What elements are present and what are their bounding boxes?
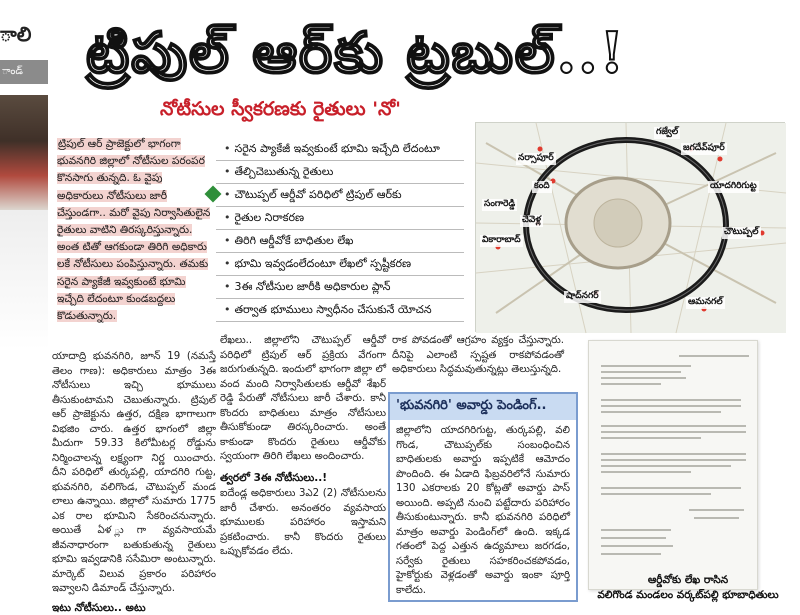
intro-text: ట్రిపుల్ ఆర్ ప్రాజెక్టులో భాగంగా భువనగిరి జిల్లాలో నోటీసుల పరంపర కొనసాగు తున్నది. ఓ వైపు అధికారులు నోటీసులు జారీ చేస్తుండగా.. మరో వైపు నిర్వాసితులైన రైతులు వాటిని తిరస్కరిస్తున్నారు. అంత టితో ఆగకుండా తిరిగి అధికారు లకే నోటీసులు పంపిస్తున్నారు. తమకు సరైన ప్యాకేజీ ఇవ్వకుంటే భూమి ఇచ్చేది లేదంటూ కుండబద్దలు కొడుతున్నారు. — [57, 136, 211, 325]
ring-road-map — [475, 122, 785, 332]
column-3-text: రాక పోవడంతో ఆగ్రహం వ్యక్తం చేస్తున్నారు. దీనిపై ఎలాంటి స్పష్టత రాకపోవడంతో అధికారులు సిద్ధమవుతున్నట్లు తెలుస్తున్నది. — [392, 334, 564, 378]
subheadline: నోటీసుల స్వీకరణకు రైతులు 'నో' — [160, 98, 401, 125]
article-column-3 — [392, 334, 564, 394]
bullet-item: • భూమి ఇవ్వడంలేదంటూ లేఖలో స్పష్టీకరణ — [216, 253, 464, 276]
bullet-item: • రైతుల నిరాకరణ — [216, 207, 464, 230]
bullet-item: • తేల్చిచెబుతున్న రైతులు — [216, 161, 464, 184]
left-strip-title: ాలి — [0, 22, 31, 51]
bullet-item: • చౌటుప్పల్ ఆర్డీవో పరిధిలో ట్రిపుల్ ఆర్‌కు — [216, 184, 464, 207]
bullet-item: • తర్వాత భూములు స్వాధీనం చేసుకునే యోచన — [216, 299, 464, 322]
map-label: యాదగిరిగుట్ట — [708, 181, 759, 193]
award-box-title: 'భువనగిరి' అవార్డు పెండింగ్.. — [390, 394, 576, 420]
article-column-1 — [52, 350, 216, 607]
column-2-subhead: త్వరలో 3ఈ నోటీసులు..! — [220, 471, 386, 486]
intro-block — [52, 132, 216, 346]
article-column-2 — [220, 334, 386, 607]
map-label: వికారాబాద్ — [480, 235, 523, 247]
column-1-text: యాదాద్రి భువనగిరి, జూన్ 19 (నమస్తే తెలం గాణ): అధికారులు మాత్రం 3ఈ నోటీసులు ఇచ్చి భూములు తీసుకుంటామని చెబుతున్నారు. ట్రిపుల్ ఆర్ ప్రాజెక్టును ఉత్తర, దక్షిణ భాగాలుగా విభజిం చారు. ఉత్తర భాగంలో జిల్లా మీదుగా 59.33 కిలోమీటర్ల రోడ్డును నిర్మించాలన్న లక్ష్యంగా నిర్ణ యించారు. దీని పరిధిలో తుర్కపల్లి, యాదగిరి గుట్ట, భువనగిరి, వలిగొండ, చౌటుప్పల్ మండ లాలు ఉన్నాయి. జిల్లాలో సుమారు 1775 ఎక రాల భూమిని సేకరించనున్నారు. అయితే ఏళ ్లుగా వ్యవసాయమే జీవనాధారంగా బతుకుతున్న రైతులు భూమి ఇవ్వడానికి ససేమిరా అంటున్నారు. మార్కెట్ విలువ ప్రకారం పరిహారం ఇవ్వాలని డిమాండ్ చేస్తున్నారు. — [52, 350, 216, 597]
column-2-text-2: ఐదేండ్ల అధికారులు 3ఎ2 (2) నోటీసులను జారీ చేశారు. అనంతరం వ్యవసాయ భూములకు పరిహారం ఇస్తామని ప్రకటించారు. కానీ కొందరు రైతులు ఒప్పుకోవడం లేదు. — [220, 487, 386, 560]
award-box — [388, 392, 578, 602]
left-strip-fade — [0, 210, 48, 350]
bullet-list — [216, 138, 464, 328]
column-2-text: లేఖలు.. జిల్లాలోని చౌటుప్పల్ ఆర్డీవో పరిధిలో ట్రిపుల్ ఆర్ ప్రక్రియ వేగంగా జరుగుతున్నది. ఇందులో భాగంగా జిల్లా లో వంద మంది నిర్వాసితులకు ఆర్డీవో శేఖర్ రెడ్డి పేరుతో నోటీసులు జారీ చేశారు. కానీ కొందరు బాధితులు మాత్రం నోటీసులు తీసుకోకుండా తిరస్కరించారు. అంతే కాకుండా కొందరు రైతులు ఆర్డీవోకు స్వయంగా తిరిగి లేఖలు అందించారు. — [220, 334, 386, 465]
bullet-item: • సరైన ప్యాకేజీ ఇవ్వకుంటే భూమి ఇచ్చేది లేదంటూ — [216, 138, 464, 161]
map-label: జగదేవ్‌పూర్ — [681, 143, 727, 155]
left-strip — [0, 0, 48, 607]
letter-caption-line-2: వలిగొండ మండలం వర్కట్‌పల్లి భూబాధితులు — [588, 588, 788, 603]
bullet-item: • తిరిగి ఆర్డీవోకే బాధితుల లేఖ — [216, 230, 464, 253]
map-label: చౌటుప్పల్ — [722, 227, 761, 239]
left-strip-subtitle: ాండ్ — [0, 60, 48, 84]
letter-photo — [588, 340, 758, 590]
map-label: సంగారెడ్డి — [482, 199, 517, 211]
headline: ట్రిపుల్ ఆర్‌కు ట్రబుల్..! — [86, 18, 786, 88]
letter-caption — [588, 573, 788, 603]
map-label: గజ్వేల్ — [654, 127, 680, 139]
map-label: కంది — [532, 181, 552, 193]
bullet-item: • 3ఈ నోటీసుల జారీకి అధికారుల ప్లాన్ — [216, 276, 464, 299]
left-strip-photo — [0, 95, 48, 210]
award-box-text: జిల్లాలోని యాదగిరిగుట్ట, తుర్కపల్లి, వలి గొండ, చౌటుప్పల్‌కు సంబంధించిన బాధితులకు అవార్డు ఇప్పటికే ఆమోదం పొందింది. ఈ ఏడాది ఫిబ్రవరిలోనే సుమారు 130 ఎకరాలకు 20 కోట్లతో అవార్డు పాస్ అయింది. అప్పటి నుంచి పట్టేదారు పరిహారం తీసుకుంటున్నారు. కానీ భువనగిరి పరిధిలో మాత్రం అవార్డు పెండింగ్‌లో ఉంది. ఇక్కడ గతంలో పెద్ద ఎత్తున ఉద్యమాలు జరగడం, సర్వేకు రైతులు సహకరించకపోవడం, హైకోర్టుకు వెళ్లడంతో అవార్డు ఇంకా పూర్తి కాలేదు. — [390, 420, 576, 598]
map-label: నర్సాపూర్ — [516, 153, 556, 165]
column-1-subhead: ఇటు నోటీసులు.. అటు — [52, 601, 216, 615]
map-label: ఆమనగల్ — [686, 297, 725, 309]
map-label: చేవెళ్ల — [520, 215, 543, 227]
map-label: షాద్‌నగర్ — [564, 291, 601, 303]
letter-caption-line-1: ఆర్డీవోకు లేఖ రాసిన — [588, 573, 788, 588]
